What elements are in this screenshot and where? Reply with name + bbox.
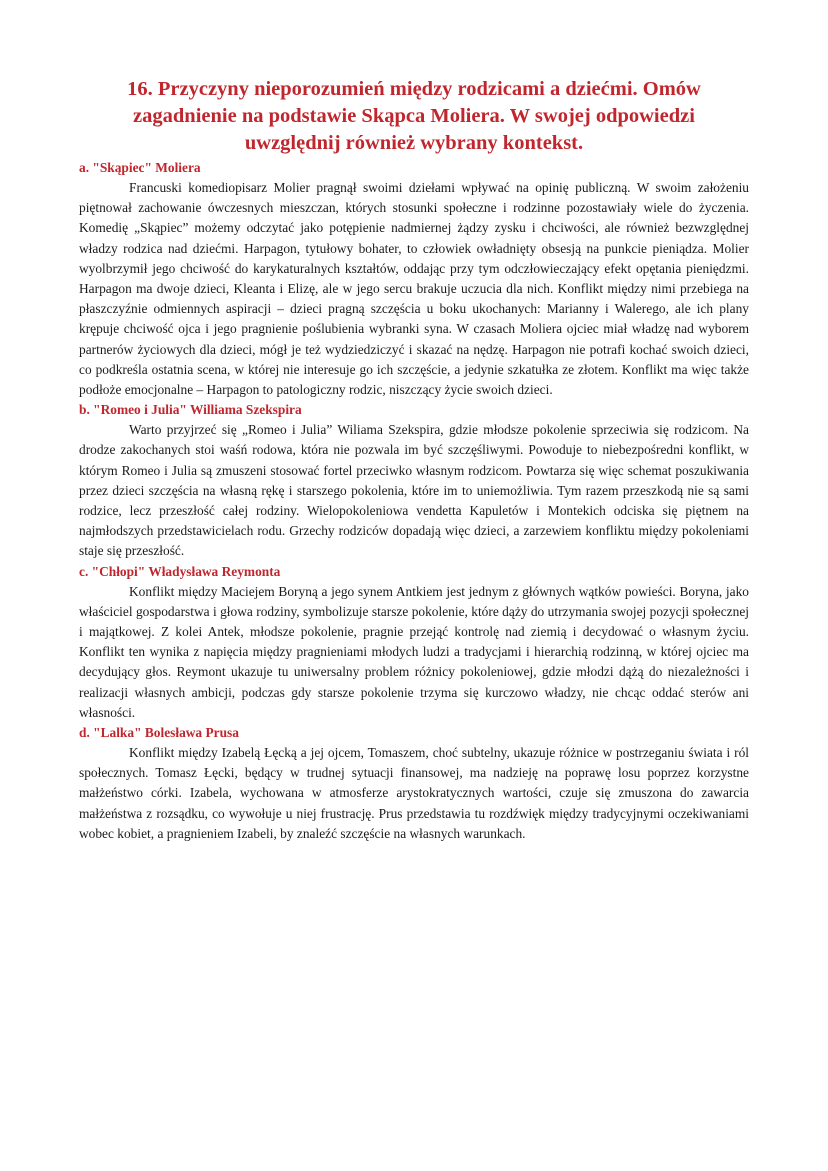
section-paragraph: Francuski komediopisarz Molier pragnął swoimi dziełami wpływać na opinię publiczną. W swoim założeniu piętnował zachowanie ówczesnych mieszczan, których stosunki społeczne i rodzinne pozostawiały wiele do życzenia. Komedię „Skąpiec” możemy odczytać jako potępienie nadmiernej żądzy zysku i chciwości, ale również bezwzględnej władzy rodzica nad dziećmi. Harpagon, tytułowy bohater, to człowiek owładnięty obsesją na punkcie pieniądza. Molier wyolbrzymił jego chciwość do karykaturalnych kształtów, oddając przy tym odczłowieczający efekt opętania pieniędzmi. Harpagon ma dwoje dzieci, Kleanta i Elizę, ale w jego sercu brakuje uczucia dla nich. Konflikt między nimi przebiega na płaszczyźnie odmiennych aspiracji – dzieci pragną szczęścia u boku ukochanych: Marianny i Walerego, ale ich plany krępuje chciwość ojca i jego pragnienie poślubienia wybranki syna. W czasach Moliera ojciec miał władzę nad wyborem partnerów życiowych dla dzieci, mógł je też wydziedziczyć i skazać na nędzę. Harpagon nie potrafi kochać swoich dzieci, co podkreśla ostatnia scena, w której nie interesuje go ich szczęście, a jedynie szkatułka ze złotem. Konflikt ma więc także podłoże emocjonalne – Harpagon to patologiczny rodzic, niszczący życie swoich dzieci.: [79, 180, 749, 398]
section-romeo-i-julia: [79, 400, 749, 561]
section-heading: d. "Lalka" Bolesława Prusa: [79, 725, 239, 741]
document-title: 16. Przyczyny nieporozumień między rodzicami a dziećmi. Omów zagadnienie na podstawie Skąpca Moliera. W swojej odpowiedzi uwzględnij również wybrany kontekst.: [127, 78, 701, 154]
document-page: [79, 76, 749, 844]
section-heading: c. "Chłopi" Władysława Reymonta: [79, 563, 281, 579]
section-paragraph: Konflikt między Maciejem Boryną a jego synem Antkiem jest jednym z głównych wątków powieści. Boryna, jako właściciel gospodarstwa i głowa rodziny, symbolizuje starsze pokolenie, które dąży do utrzymania swojej pozycji społecznej i majątkowej. Z kolei Antek, młodsze pokolenie, pragnie przejąć kontrolę nad ziemią i decydować o własnym życiu. Konflikt ten wynika z napięcia między pragnieniami młodych ludzi a tradycjami i hierarchią rodzinną, w której ojciec ma decydujący głos. Reymont ukazuje tu uniwersalny problem różnicy pokoleniowej, gdzie młodzi dążą do niezależności i realizacji własnych ambicji, podczas gdy starsze pokolenie trzyma się kurczowo władzy, nie chcąc oddać sterów ani własności.: [79, 583, 749, 720]
section-paragraph: Warto przyjrzeć się „Romeo i Julia” Wiliama Szekspira, gdzie młodsze pokolenie sprzeciwia się rodzicom. Na drodze zakochanych stoi waśń rodowa, która nie pozwala im być szczęśliwymi. Powoduje to niebezpośredni konflikt, w którym Romeo i Julia są zmuszeni stosować fortel przeciwko własnym rodzicom. Powtarza się więc schemat poszukiwania przez dzieci szczęścia na własną rękę i starszego pokolenia, które im to uniemożliwia. Tym razem przeszkodą nie są sami rodzice, lecz przeszłość całej rodziny. Wielopokoleniowa vendetta Kapuletów i Montekich odciska się piętnem na najmłodszych przedstawicielach rodu. Grzechy rodziców dopadają więc dzieci, a zarzewiem konfliktu między pokoleniami staje się przeszłość.: [79, 422, 749, 559]
section-skapiec: [79, 158, 749, 400]
section-lalka: [79, 723, 749, 844]
section-heading: a. "Skąpiec" Moliera: [79, 160, 201, 175]
section-chlopi: [79, 562, 749, 723]
title-block: [79, 76, 749, 157]
section-heading: b. "Romeo i Julia" Williama Szekspira: [79, 402, 302, 418]
section-paragraph: Konflikt między Izabelą Łęcką a jej ojcem, Tomaszem, choć subtelny, ukazuje różnice w postrzeganiu świata i ról społecznych. Tomasz Łęcki, będący w trudnej sytuacji finansowej, ma nadzieję na poprawę losu poprzez korzystne małżeństwo córki. Izabela, wychowana w atmosferze arystokratycznych wartości, czuje się zmuszona do zawarcia małżeństwa z rozsądku, co wywołuje u niej frustrację. Prus przedstawia tu rozdźwięk między tradycyjnymi oczekiwaniami wobec kobiet, a pragnieniem Izabeli, by znaleźć szczęście na własnych warunkach.: [79, 745, 749, 841]
